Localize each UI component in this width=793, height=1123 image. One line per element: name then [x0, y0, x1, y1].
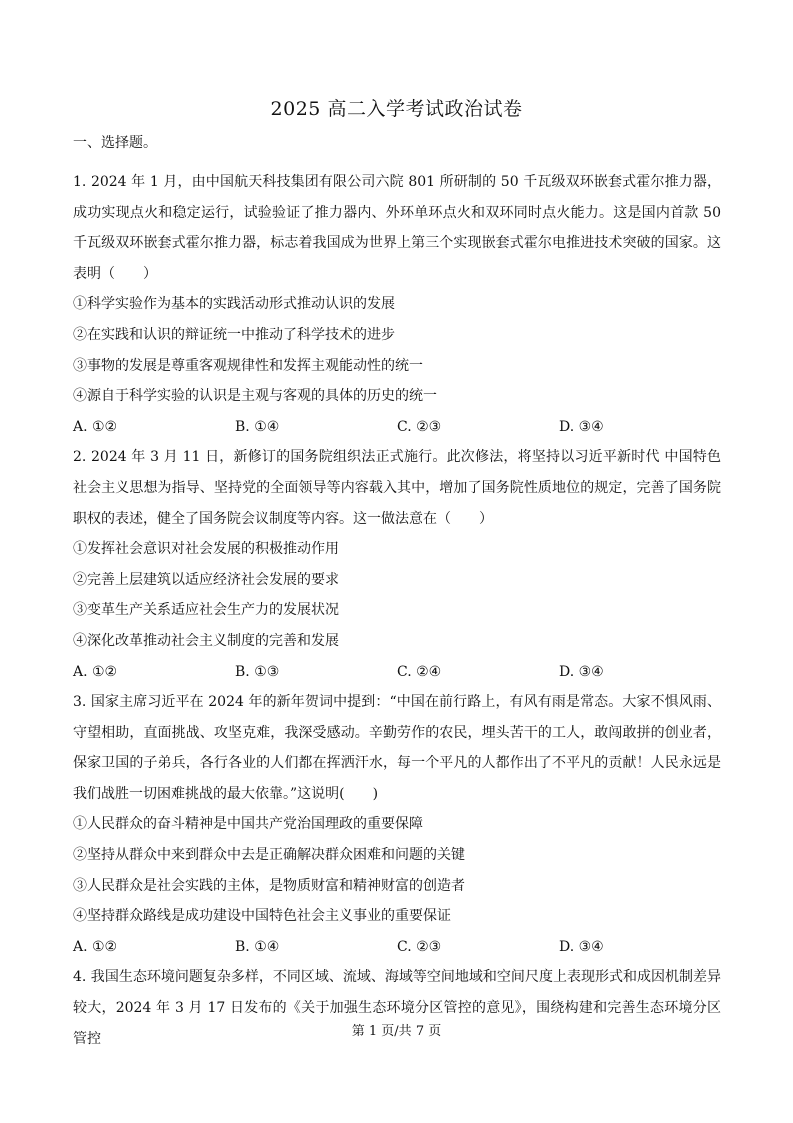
answer-choices: [73, 657, 721, 688]
choice-d: D. ③④: [559, 938, 604, 955]
choice-c: C. ②③: [397, 938, 442, 955]
question-2: [73, 442, 721, 687]
statement-option: ①发挥社会意识对社会发展的积极推动作用: [73, 541, 339, 558]
statement-option: ④深化改革推动社会主义制度的完善和发展: [73, 632, 339, 649]
answer-choices: [73, 932, 721, 963]
question-3: [73, 687, 721, 962]
questions-body: [73, 167, 721, 1054]
statement-option: ②完善上层建筑以适应经济社会发展的要求: [73, 571, 339, 588]
question-stem: 1. 2024 年 1 月，由中国航天科技集团有限公司六院 801 所研制的 50 千瓦级双环嵌套式霍尔推力器，成功实现点火和稳定运行，试验验证了推力器内、外环单环点火和双环同时点火能力。这是国内首款 50 千瓦级双环嵌套式霍尔推力器，标志着我国成为世界上第三个实现嵌套式霍尔电推进技术突破的国家。这表明（ ）: [73, 174, 721, 282]
statement-option: ④源自于科学实验的认识是主观与客观的具体的历史的统一: [73, 388, 437, 405]
section-heading: 一、选择题。: [73, 135, 157, 151]
statement-option: ③事物的发展是尊重客观规律性和发挥主观能动性的统一: [73, 357, 423, 374]
choice-c: C. ②④: [397, 663, 442, 680]
question-1: [73, 167, 721, 442]
choice-b: B. ①④: [235, 938, 280, 955]
choice-b: B. ①③: [235, 663, 280, 680]
statement-option: ④坚持群众路线是成功建设中国特色社会主义事业的重要保证: [73, 908, 451, 925]
statement-option: ①人民群众的奋斗精神是中国共产党治国理政的重要保障: [73, 816, 423, 833]
question-stem: 3. 国家主席习近平在 2024 年的新年贺词中提到：“中国在前行路上，有风有雨是常态。大家不惧风雨、守望相助，直面挑战、攻坚克难，我深受感动。辛勤劳作的农民，埋头苦干的工人，敢闯敢拼的创业者，保家卫国的子弟兵，各行各业的人们都在挥洒汗水，每一个平凡的人都作出了不平凡的贡献！人民永远是我们战胜一切困难挑战的最大依靠。”这说明( ): [73, 694, 721, 802]
page-title: 2025 高二入学考试政治试卷: [270, 98, 523, 120]
statement-option: ③人民群众是社会实践的主体，是物质财富和精神财富的创造者: [73, 877, 465, 894]
question-stem: 4. 我国生态环境问题复杂多样，不同区域、流域、海域等空间地域和空间尺度上表现形式和成因机制差异较大，2024 年 3 月 17 日发布的《关于加强生态环境分区管控的意见》，围绕构建和完善生态环境分区管控: [73, 969, 721, 1047]
statement-option: ②在实践和认识的辩证统一中推动了科学技术的进步: [73, 326, 395, 343]
statement-option: ③变革生产关系适应社会生产力的发展状况: [73, 602, 339, 619]
choice-c: C. ②③: [397, 418, 442, 435]
statement-option: ①科学实验作为基本的实践活动形式推动认识的发展: [73, 296, 395, 313]
question-stem: 2. 2024 年 3 月 11 日，新修订的国务院组织法正式施行。此次修法，将坚持以习近平新时代 中国特色社会主义思想为指导、坚持党的全面领导等内容载入其中，增加了国务院性质地位的规定，完善了国务院职权的表述，健全了国务院会议制度等内容。这一做法意在（ ）: [73, 449, 721, 527]
choice-d: D. ③④: [559, 418, 604, 435]
choice-d: D. ③④: [559, 663, 604, 680]
choice-b: B. ①④: [235, 418, 280, 435]
choice-a: A. ①②: [73, 663, 118, 680]
choice-a: A. ①②: [73, 938, 118, 955]
answer-choices: [73, 412, 721, 443]
choice-a: A. ①②: [73, 418, 118, 435]
statement-option: ②坚持从群众中来到群众中去是正确解决群众困难和问题的关键: [73, 847, 465, 864]
page-footer: 第 1 页/共 7 页: [351, 1024, 442, 1039]
